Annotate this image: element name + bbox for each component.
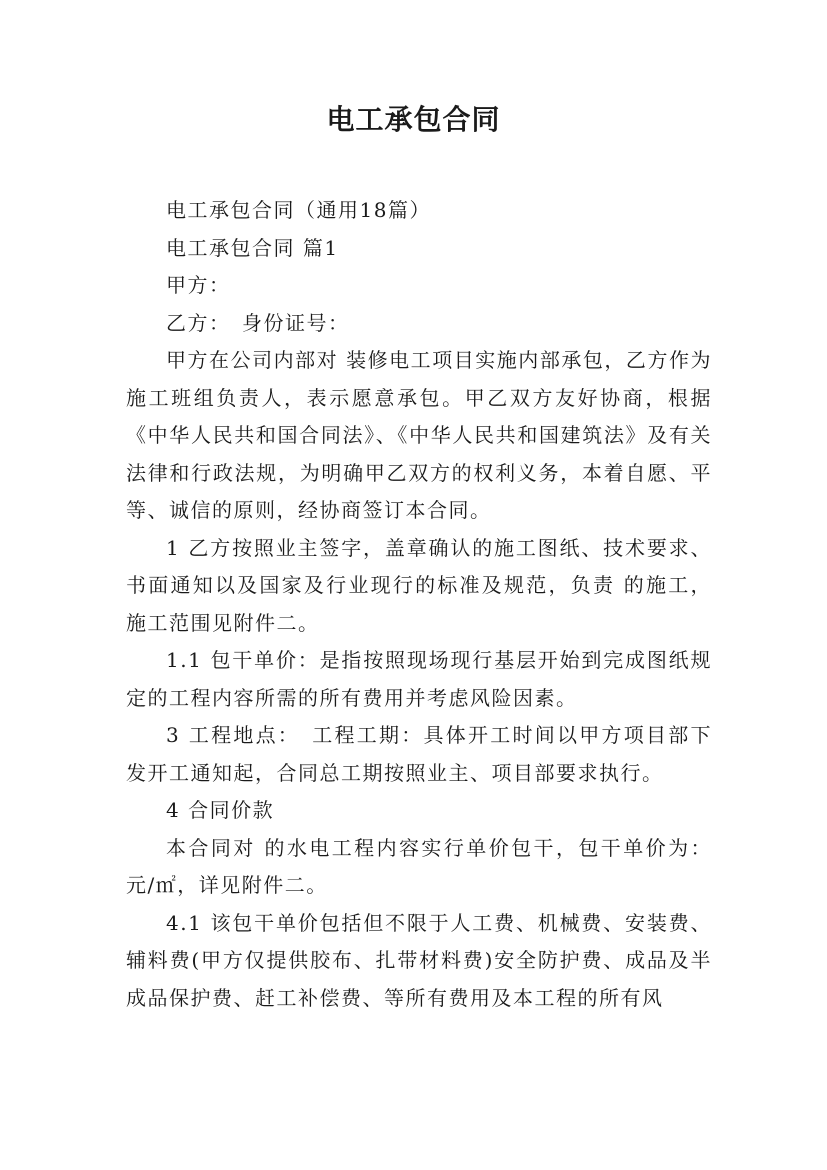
clause-1-1: 1.1 包干单价：是指按照现场现行基层开始到完成图纸规定的工程内容所需的所有费用并考虑风险因素。 <box>126 648 712 710</box>
party-a-line: 甲方： <box>166 273 231 297</box>
doc-heading-general: 电工承包合同（通用18篇） <box>166 198 431 222</box>
clause-3: 3 工程地点： 工程工期：具体开工时间以甲方项目部下发开工通知起，合同总工期按照业主、项目部要求执行。 <box>126 723 712 785</box>
doc-heading-part1: 电工承包合同 篇1 <box>166 235 339 260</box>
clause-1: 1 乙方按照业主签字，盖章确认的施工图纸、技术要求、书面通知以及国家及行业现行的标准及规范，负责 的施工，施工范围见附件二。 <box>126 535 712 635</box>
clause-4-1: 4.1 该包干单价包括但不限于人工费、机械费、安装费、辅料费(甲方仅提供胶布、扎带材料费)安全防护费、成品及半成品保护费、赶工补偿费、等所有费用及本工程的所有风 <box>126 910 712 1010</box>
party-b-line: 乙方： 身份证号： <box>166 310 350 335</box>
preamble-paragraph: 甲方在公司内部对 装修电工项目实施内部承包，乙方作为施工班组负责人，表示愿意承包。甲乙双方友好协商，根据《中华人民共和国合同法》、《中华人民共和国建筑法》及有关法律和行政法规，为明确甲乙双方的权利义务，本着自愿、平等、诚信的原则，经协商签订本合同。 <box>126 348 712 522</box>
clause-4-heading: 4 合同价款 <box>166 798 275 822</box>
document-title: 电工承包合同 <box>326 103 501 136</box>
clause-4-body: 本合同对 的水电工程内容实行单价包干，包干单价为：元/㎡，详见附件二。 <box>126 835 712 897</box>
document-body <box>126 192 712 1017</box>
